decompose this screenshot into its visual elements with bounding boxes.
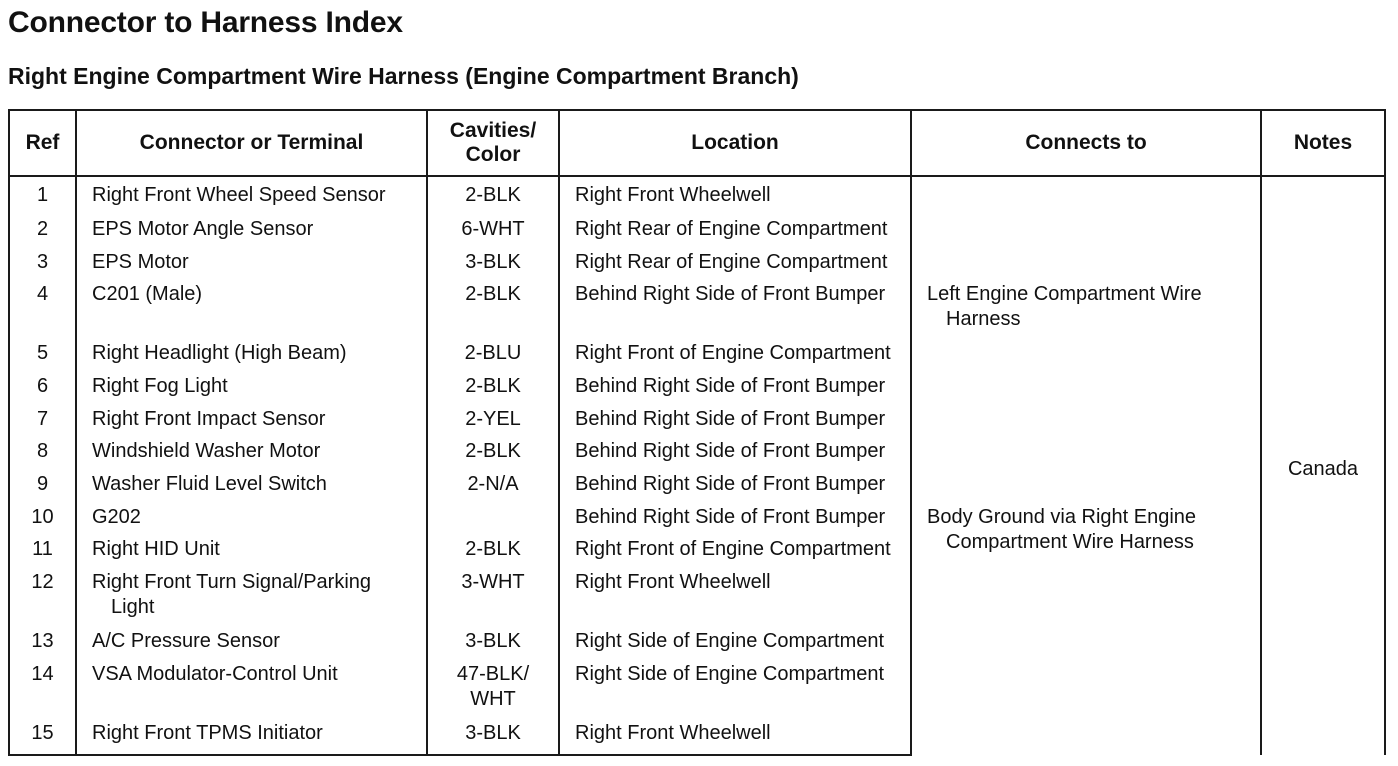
- cell-location: Behind Right Side of Front Bumper: [559, 439, 911, 472]
- cell-connects-to-empty: [911, 176, 1261, 282]
- header-cavities-line2: Color: [465, 143, 521, 166]
- header-connects-to: Connects to: [911, 110, 1261, 176]
- cell-location: Right Front of Engine Compartment: [559, 537, 911, 570]
- cell-cavities: 2-BLK: [427, 176, 559, 217]
- header-ref: Ref: [9, 110, 76, 176]
- header-cavities-line1: Cavities/: [449, 119, 537, 142]
- section-title: Right Engine Compartment Wire Harness (Engine Compartment Branch): [8, 63, 799, 89]
- header-connector: Connector or Terminal: [76, 110, 427, 176]
- cell-location: Behind Right Side of Front Bumper: [559, 374, 911, 407]
- cell-connector: G202: [76, 505, 427, 538]
- cell-cavities: 3-WHT: [427, 570, 559, 629]
- cell-location: Right Rear of Engine Compartment: [559, 250, 911, 283]
- cell-location: Right Front of Engine Compartment: [559, 341, 911, 374]
- cell-ref: 13: [9, 629, 76, 662]
- cell-cavities: [427, 505, 559, 538]
- cell-ref: 9: [9, 472, 76, 505]
- cell-cavities: 2-BLK: [427, 439, 559, 472]
- cell-connector: Right Front Turn Signal/Parking Light: [76, 570, 427, 629]
- cell-ref: 7: [9, 407, 76, 440]
- cell-connector: A/C Pressure Sensor: [76, 629, 427, 662]
- header-notes: Notes: [1261, 110, 1385, 176]
- cell-cavities: 2-BLU: [427, 341, 559, 374]
- cell-connector: Right Front Impact Sensor: [76, 407, 427, 440]
- page-title: Connector to Harness Index: [8, 6, 403, 39]
- cell-ref: 3: [9, 250, 76, 283]
- cell-connector: Washer Fluid Level Switch: [76, 472, 427, 505]
- connector-index-table: [8, 109, 1386, 756]
- cell-connector: EPS Motor Angle Sensor: [76, 217, 427, 250]
- cell-cavities: 6-WHT: [427, 217, 559, 250]
- cell-connector: Windshield Washer Motor: [76, 439, 427, 472]
- cell-ref: 11: [9, 537, 76, 570]
- table-row: [9, 505, 1385, 538]
- cell-location: Behind Right Side of Front Bumper: [559, 472, 911, 505]
- cell-location: Right Front Wheelwell: [559, 721, 911, 755]
- cell-connects-to: Left Engine Compartment Wire Harness: [911, 282, 1261, 341]
- cell-connector: EPS Motor: [76, 250, 427, 283]
- cell-connector: Right Headlight (High Beam): [76, 341, 427, 374]
- cell-connector: Right Front TPMS Initiator: [76, 721, 427, 755]
- header-cavities: [427, 110, 559, 176]
- cell-cavities: 2-N/A: [427, 472, 559, 505]
- cell-cavities: 2-BLK: [427, 374, 559, 407]
- cell-connects-to: Body Ground via Right Engine Compartment Wire Harness: [911, 505, 1261, 755]
- cell-ref: 6: [9, 374, 76, 407]
- cell-ref: 12: [9, 570, 76, 629]
- cell-location: Behind Right Side of Front Bumper: [559, 407, 911, 440]
- cell-connector: Right Front Wheel Speed Sensor: [76, 176, 427, 217]
- cell-connector: Right Fog Light: [76, 374, 427, 407]
- cell-cavities: 3-BLK: [427, 250, 559, 283]
- cell-ref: 2: [9, 217, 76, 250]
- cell-connector: C201 (Male): [76, 282, 427, 341]
- cell-ref: 5: [9, 341, 76, 374]
- cell-cavities: 2-BLK: [427, 282, 559, 341]
- cell-location: Right Side of Engine Compartment: [559, 662, 911, 721]
- cell-location: Behind Right Side of Front Bumper: [559, 282, 911, 341]
- table-header-row: [9, 110, 1385, 176]
- cell-ref: 8: [9, 439, 76, 472]
- table-row: [9, 176, 1385, 217]
- cell-notes: Canada: [1261, 176, 1385, 755]
- cell-cavities: 47-BLK/ WHT: [427, 662, 559, 721]
- cell-ref: 14: [9, 662, 76, 721]
- cell-cavities: 3-BLK: [427, 629, 559, 662]
- cell-cavities: 3-BLK: [427, 721, 559, 755]
- cell-location: Right Side of Engine Compartment: [559, 629, 911, 662]
- cell-cavities: 2-YEL: [427, 407, 559, 440]
- cell-location: Right Front Wheelwell: [559, 176, 911, 217]
- cell-connector: Right HID Unit: [76, 537, 427, 570]
- cell-ref: 4: [9, 282, 76, 341]
- cell-connects-to-empty: [911, 341, 1261, 504]
- cell-location: Behind Right Side of Front Bumper: [559, 505, 911, 538]
- table-row: [9, 341, 1385, 374]
- cell-cavities: 2-BLK: [427, 537, 559, 570]
- header-location: Location: [559, 110, 911, 176]
- cell-ref: 10: [9, 505, 76, 538]
- cell-ref: 1: [9, 176, 76, 217]
- cell-location: Right Front Wheelwell: [559, 570, 911, 629]
- cell-connector: VSA Modulator-Control Unit: [76, 662, 427, 721]
- cell-ref: 15: [9, 721, 76, 755]
- cell-location: Right Rear of Engine Compartment: [559, 217, 911, 250]
- table-row: [9, 282, 1385, 341]
